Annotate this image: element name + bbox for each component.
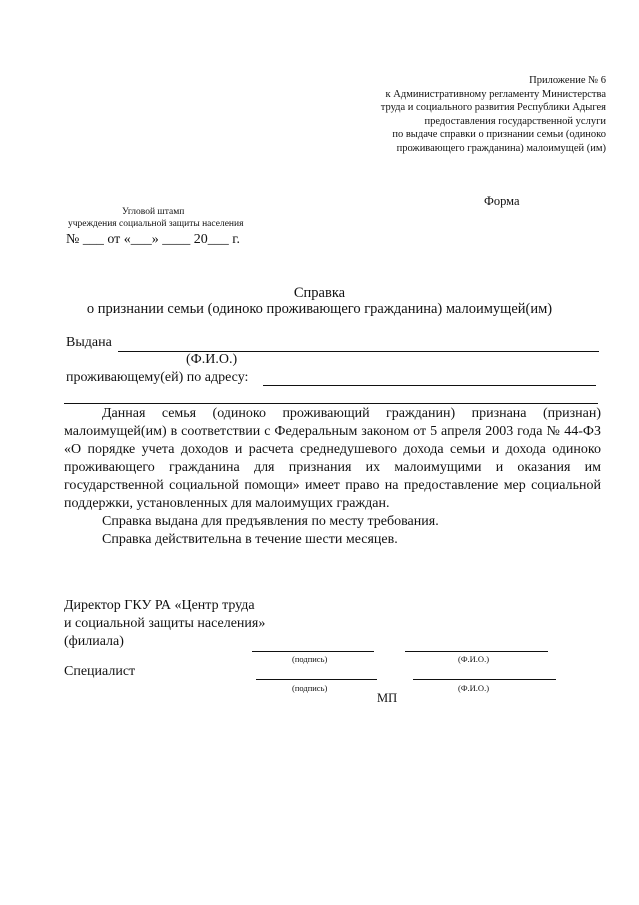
document-number-line: № ___ от «___» ____ 20___ г. xyxy=(66,232,240,247)
address-label: проживающему(ей) по адресу: xyxy=(66,370,249,385)
director-line: и социальной защиты населения» xyxy=(64,616,266,631)
stamp-place-label: МП xyxy=(377,691,398,705)
form-label: Форма xyxy=(484,194,520,208)
document-title: Справка xyxy=(293,285,346,301)
specialist-signature-line[interactable] xyxy=(256,679,377,680)
signature-caption: (подпись) xyxy=(292,654,328,664)
appendix-line: по выдаче справки о признании семьи (одиноко xyxy=(392,129,606,141)
fio-caption: (Ф.И.О.) xyxy=(458,683,490,693)
appendix-line: проживающего гражданина) малоимущей (им) xyxy=(396,142,606,154)
fio-caption: (Ф.И.О.) xyxy=(458,654,490,664)
stamp-institution-label: учреждения социальной защиты населения xyxy=(68,219,244,229)
appendix-line: к Административному регламенту Министерства xyxy=(385,88,606,100)
director-fio-line[interactable] xyxy=(405,651,548,652)
address-line-2[interactable] xyxy=(64,403,598,404)
body-paragraph: Справка действительна в течение шести месяцев. xyxy=(102,532,398,547)
appendix-line: Приложение № 6 xyxy=(529,75,606,86)
director-line: Директор ГКУ РА «Центр труда xyxy=(64,598,255,613)
specialist-fio-line[interactable] xyxy=(413,679,556,680)
appendix-line: труда и социального развития Республики Адыгея xyxy=(380,102,606,114)
signature-caption: (подпись) xyxy=(292,683,328,693)
director-signature-line[interactable] xyxy=(252,651,374,652)
body-paragraph: Справка выдана для предъявления по месту требования. xyxy=(102,514,439,529)
appendix-line: предоставления государственной услуги xyxy=(424,115,606,127)
certificate-body xyxy=(64,405,601,549)
appendix-header xyxy=(286,74,606,156)
address-line[interactable] xyxy=(263,385,596,386)
issued-label: Выдана xyxy=(66,335,112,350)
director-line: (филиала) xyxy=(64,634,124,649)
document-subtitle: о признании семьи (одиноко проживающего гражданина) малоимущей(им) xyxy=(86,301,553,317)
body-paragraph: Данная семья (одиноко проживающий гражданин) признана (признан) малоимущей(им) в соответствии с Федеральным законом от 5 апреля 2003 года № 44-ФЗ «О порядке учета доходов и расчета среднедушевого дохода семьи и дохода одиноко проживающего гражданина для признания их малоимущими и оказания им государственной социальной помощи» имеет право на предоставление мер социальной поддержки, установленных для малоимущих граждан. xyxy=(64,406,601,511)
stamp-label: Угловой штамп xyxy=(122,207,185,217)
fio-hint: (Ф.И.О.) xyxy=(186,352,238,367)
specialist-label: Специалист xyxy=(64,664,136,679)
